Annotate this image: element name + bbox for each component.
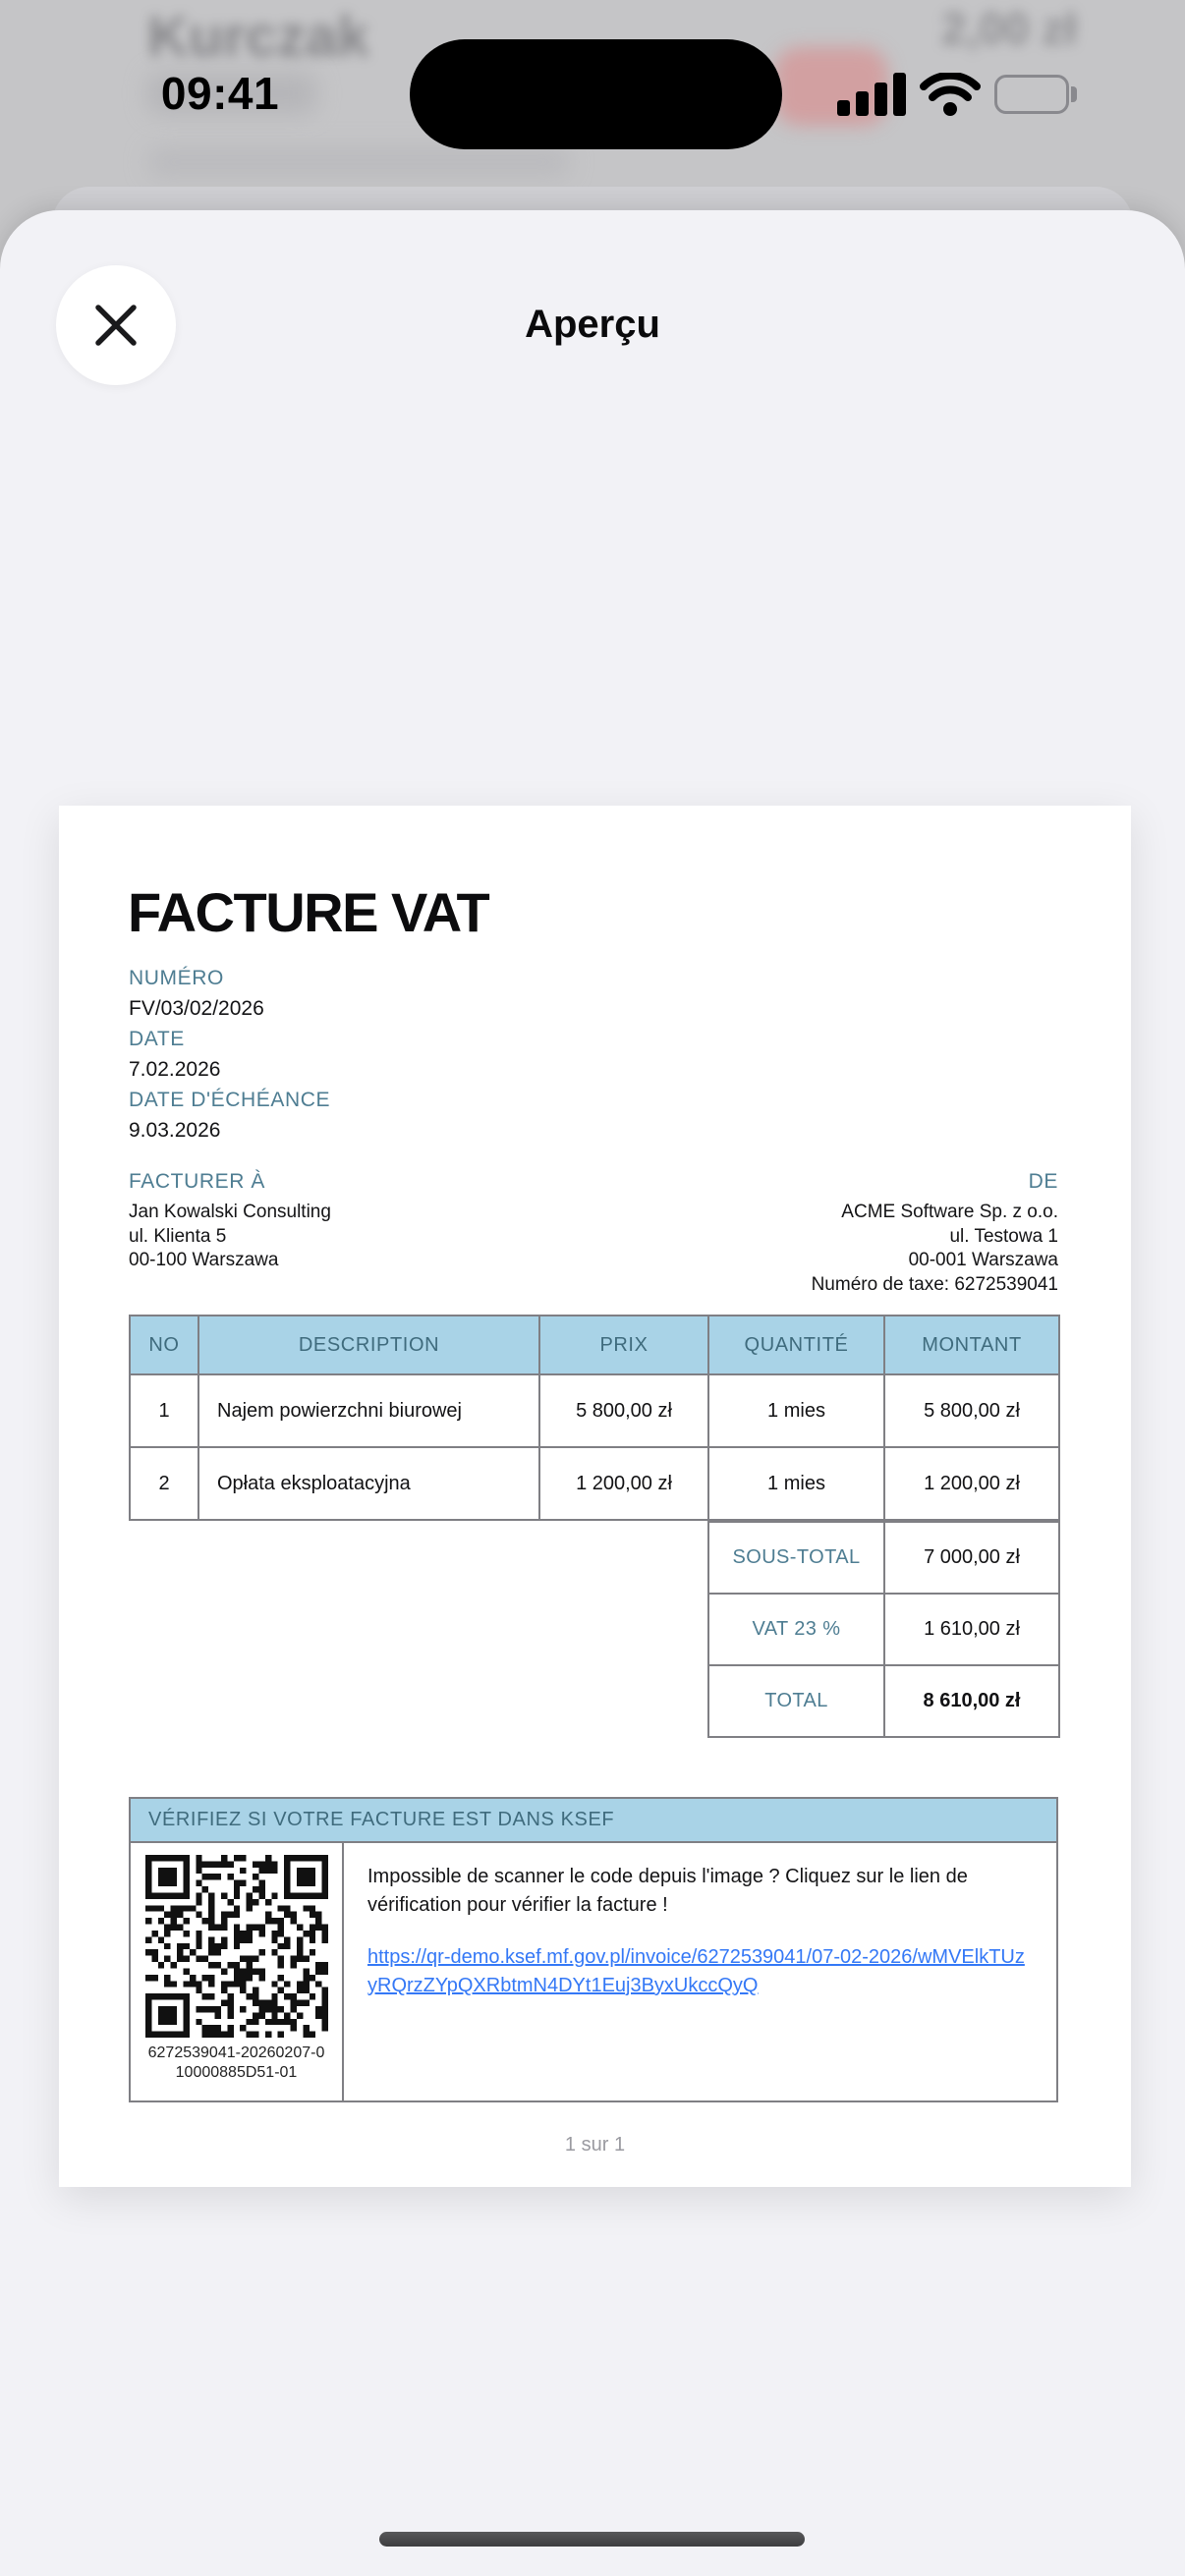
col-header-quantity: QUANTITÉ — [708, 1316, 884, 1374]
ksef-header: VÉRIFIEZ SI VOTRE FACTURE EST DANS KSEF — [131, 1799, 1056, 1843]
billed-to-label: FACTURER À — [129, 1170, 266, 1193]
meta-value: 7.02.2026 — [129, 1058, 221, 1081]
qr-label-line1: 6272539041-20260207-0 — [147, 2044, 325, 2061]
seller-label: DE — [1028, 1170, 1058, 1193]
subtotal-row — [708, 1522, 1059, 1594]
cell-description: Najem powierzchni biurowej — [198, 1374, 539, 1447]
home-indicator[interactable] — [379, 2532, 805, 2547]
billed-to-line: 00-100 Warszawa — [129, 1250, 279, 1270]
battery-icon — [994, 75, 1077, 114]
vat-label: VAT 23 % — [708, 1594, 884, 1665]
sheet-title: Aperçu — [525, 303, 660, 346]
totals-table — [707, 1521, 1060, 1738]
total-label: TOTAL — [708, 1665, 884, 1737]
cell-no: 1 — [130, 1374, 198, 1447]
cell-amount: 1 200,00 zł — [884, 1447, 1059, 1520]
line-items-table — [129, 1315, 1060, 1521]
vat-row — [708, 1594, 1059, 1665]
qr-cell — [131, 1843, 344, 2100]
cell-no: 2 — [130, 1447, 198, 1520]
billed-to-line: ul. Klienta 5 — [129, 1225, 227, 1247]
meta-value: FV/03/02/2026 — [129, 997, 264, 1020]
table-row — [130, 1374, 1059, 1447]
invoice-title: FACTURE VAT — [128, 881, 489, 943]
meta-value: 9.03.2026 — [129, 1119, 221, 1142]
meta-label: DATE D'ÉCHÉANCE — [129, 1089, 331, 1111]
invoice-parties — [129, 1169, 1058, 1297]
meta-label: DATE — [129, 1028, 185, 1050]
cell-quantity: 1 mies — [708, 1447, 884, 1520]
subtotal-label: SOUS-TOTAL — [708, 1522, 884, 1594]
cellular-signal-icon — [837, 73, 906, 116]
col-header-price: PRIX — [539, 1316, 708, 1374]
backdrop-item-name: Kurczak — [147, 5, 369, 69]
table-header-row — [130, 1316, 1059, 1374]
seller-line: ACME Software Sp. z o.o. — [841, 1202, 1058, 1222]
meta-label: NUMÉRO — [129, 967, 224, 989]
seller-block — [812, 1169, 1058, 1297]
vat-value: 1 610,00 zł — [884, 1594, 1059, 1665]
status-bar-icons — [837, 73, 1077, 116]
col-header-no: NO — [130, 1316, 198, 1374]
billed-to-line: Jan Kowalski Consulting — [129, 1202, 331, 1222]
invoice-page — [59, 806, 1131, 2187]
subtotal-value: 7 000,00 zł — [884, 1522, 1059, 1594]
col-header-amount: MONTANT — [884, 1316, 1059, 1374]
dynamic-island-redaction — [410, 39, 782, 149]
seller-line: 00-001 Warszawa — [908, 1250, 1058, 1270]
seller-line: ul. Testowa 1 — [949, 1225, 1058, 1247]
ksef-message-cell — [344, 1843, 1056, 2100]
cell-quantity: 1 mies — [708, 1374, 884, 1447]
page-indicator: 1 sur 1 — [564, 2134, 626, 2156]
col-header-description: DESCRIPTION — [198, 1316, 539, 1374]
qr-code — [145, 1855, 328, 2038]
seller-tax-number: Numéro de taxe: 6272539041 — [811, 1273, 1058, 1295]
invoice-meta — [129, 963, 330, 1146]
backdrop-blurred-line — [147, 147, 570, 177]
cell-amount: 5 800,00 zł — [884, 1374, 1059, 1447]
billed-to-block — [129, 1169, 331, 1297]
qr-label — [148, 2044, 325, 2083]
table-row — [130, 1447, 1059, 1520]
qr-label-line2: 10000885D51-01 — [175, 2064, 298, 2081]
ksef-verification-box — [129, 1797, 1058, 2102]
ksef-body — [131, 1843, 1056, 2100]
backdrop-item-price: 2,00 zł — [941, 3, 1078, 54]
cell-price: 5 800,00 zł — [539, 1374, 708, 1447]
cell-price: 1 200,00 zł — [539, 1447, 708, 1520]
total-value: 8 610,00 zł — [884, 1665, 1059, 1737]
total-row — [708, 1665, 1059, 1737]
ksef-verification-link[interactable]: https://qr-demo.ksef.mf.gov.pl/invoice/6272539041/07-02-2026/wMVElkTUzyRQrzZYpQXRbtmN4DYt1Euj3ByxUkccQyQ — [367, 1946, 1025, 1996]
wifi-icon — [920, 73, 981, 116]
cell-description: Opłata eksploatacyjna — [198, 1447, 539, 1520]
status-bar-time: 09:41 — [160, 68, 280, 119]
ksef-message: Impossible de scanner le code depuis l'image ? Cliquez sur le lien de vérification pour vérifier la facture ! — [367, 1866, 968, 1916]
